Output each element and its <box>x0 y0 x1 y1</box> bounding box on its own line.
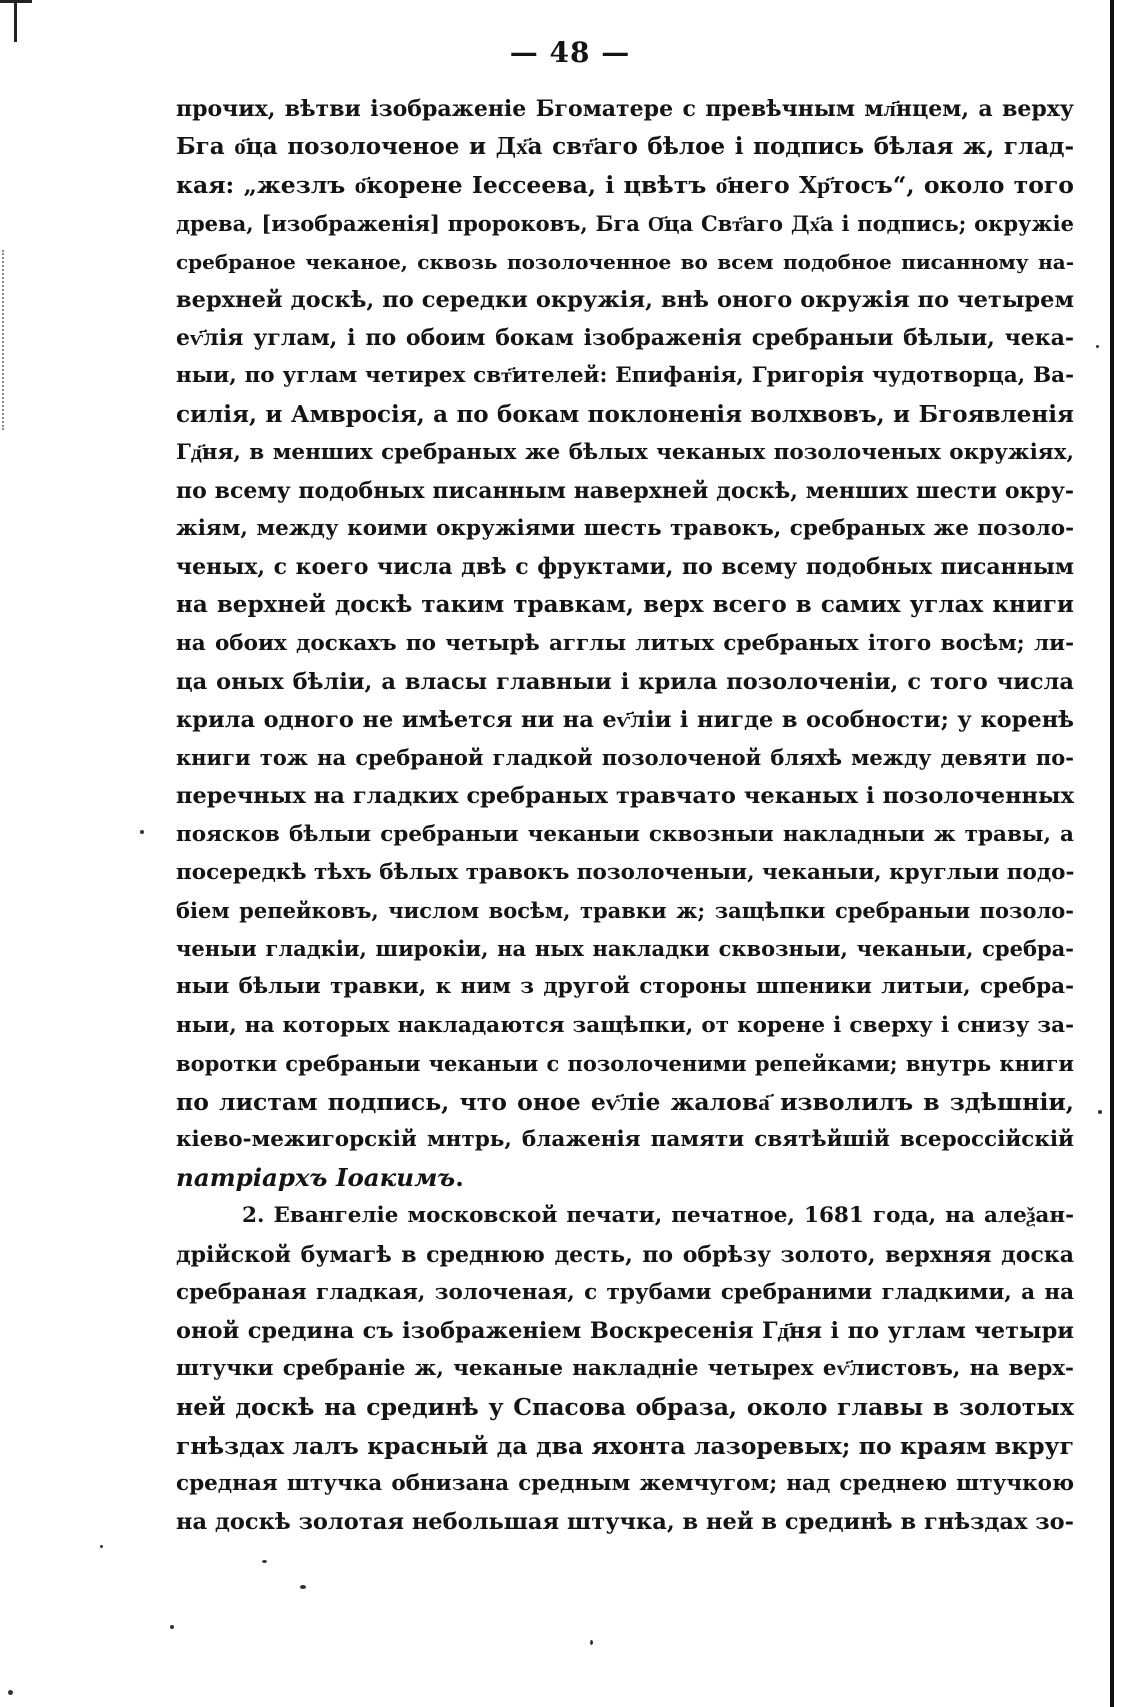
text-line-content: поясков бѣлыи сребраныи чеканыи сквозныи накладныи ж травы, а <box>176 821 1074 847</box>
text-line-content: прочих, вѣтви ізображеніе Бгоматере с превѣчным мл҃нцем, а верху <box>176 96 1074 122</box>
text-line <box>176 1083 1074 1121</box>
text-line <box>176 1159 1074 1197</box>
text-line <box>176 396 1074 434</box>
text-line <box>176 1007 1074 1045</box>
text-line-content: по всему подобных писанным наверхней доскѣ, менших шести окру- <box>176 477 1074 504</box>
text-line-content: сребраное чеканое, сквозь позолоченное во всем подобное писанному на- <box>176 249 1074 274</box>
text-line <box>176 434 1074 472</box>
scan-speck <box>262 1560 267 1563</box>
text-line <box>176 968 1074 1006</box>
text-line-content: верхней доскѣ, по середки окружія, внѣ оного окружія по четырем <box>176 286 1074 313</box>
text-line <box>176 930 1074 968</box>
text-line-content: на доскѣ золотая небольшая штучка, в ней в срединѣ в гнѣздах зо- <box>176 1508 1074 1535</box>
text-line-content: на обоих доскахъ по четырѣ агглы литых сребраных ітого восѣм; ли- <box>176 630 1074 656</box>
text-line <box>176 739 1074 777</box>
text-line-content: ней доскѣ на срединѣ у Спасова образа, около главы в золотых <box>176 1393 1074 1422</box>
scan-speck <box>8 1690 13 1695</box>
text-line <box>176 1503 1074 1541</box>
text-line <box>176 90 1074 128</box>
text-line <box>176 472 1074 510</box>
text-line <box>176 510 1074 548</box>
text-line-content: ныи, на которых накладаются защѣпки, от корене і сверху і снизу за- <box>176 1012 1074 1038</box>
text-line <box>176 1388 1074 1426</box>
text-line-content: оной средина съ ізображеніем Воскресенія Гд҃ня і по углам четыри <box>176 1318 1074 1344</box>
text-line-content: ныи, по углам четирех свт҃ителей: Епифанія, Григорія чудотворца, Ва- <box>176 363 1074 389</box>
text-line <box>176 625 1074 663</box>
text-line-content: ца оных бѣліи, а власы главныи і крила позолоченіи, с того числа <box>176 668 1074 695</box>
text-line <box>176 1121 1074 1159</box>
text-line-content: перечных на гладких сребраных травчато чеканых і позолоченных <box>176 783 1074 810</box>
scan-edge-right <box>1110 0 1114 1707</box>
text-line <box>176 166 1074 204</box>
text-line <box>176 1427 1074 1465</box>
paragraph <box>176 90 1074 1159</box>
text-line-content: 2. Евангеліе московской печати, печатное, 1681 года, на алеѯан- <box>242 1203 1074 1229</box>
text-line <box>176 663 1074 701</box>
text-line <box>176 854 1074 892</box>
text-line-content: сребраная гладкая, золоченая, с трубами сребраними гладкими, а на <box>176 1279 1074 1305</box>
text-line-content: ныи бѣлыи травки, к ним з другой стороны шпеники литыи, сребра- <box>176 974 1074 1000</box>
italic-name: патріархъ Іоакимъ <box>176 1163 456 1193</box>
text-line-content: ченых, с коего числа двѣ с фруктами, по всему подобных писанным <box>176 554 1074 581</box>
text-line-content: посередкѣ тѣхъ бѣлых травокъ позолоченыи, чеканыи, круглыи подо- <box>176 859 1074 885</box>
text-line-content: еѵ҃лія углам, і по обоим бокам ізображенія сребраныи бѣлыи, чека- <box>176 325 1074 352</box>
text-line-content: крила одного не имѣется ни на еѵ҃ліи і нигде в особности; у коренѣ <box>176 707 1074 733</box>
text-line <box>176 1045 1074 1083</box>
punctuation: . <box>455 1163 464 1193</box>
text-line <box>176 243 1074 281</box>
text-line <box>176 1274 1074 1312</box>
text-line <box>176 205 1074 243</box>
text-line-content: Гд҃ня, в менших сребраных же бѣлых чеканых позолоченых окружіях, <box>176 439 1074 465</box>
text-line <box>176 1197 1074 1235</box>
text-line <box>176 548 1074 586</box>
scan-speck <box>590 1640 593 1645</box>
paragraph <box>176 1197 1074 1541</box>
text-line-content: силія, и Амвросія, а по бокам поклоненія волхвовъ, и Бгоявленія <box>176 400 1074 428</box>
text-line <box>176 701 1074 739</box>
scan-edge-dots <box>2 250 6 430</box>
page-number: — 48 — <box>509 36 631 69</box>
text-line <box>176 586 1074 624</box>
text-line-content: кая: „жезлъ о҃корене Іессеева, і цвѣтъ о҃него Хр҃тосъ“, около того <box>176 171 1074 200</box>
text-line <box>176 892 1074 930</box>
text-line <box>176 319 1074 357</box>
text-line-content: на верхней доскѣ таким травкам, верх всего в самих углах книги <box>176 591 1074 619</box>
scan-speck <box>300 1585 306 1589</box>
text-line <box>176 281 1074 319</box>
text-line-content: по листам подпись, что оное еѵ҃ліе жалова҃ изволилъ в здѣшніи, <box>176 1087 1074 1116</box>
text-line-content: гнѣздах лалъ красный да два яхонта лазоревых; по краям вкруг <box>176 1431 1074 1460</box>
scan-speck <box>100 1545 103 1548</box>
text-line <box>176 777 1074 815</box>
text-line-content: средная штучка обнизана средным жемчугом; над среднею штучкою <box>176 1470 1074 1496</box>
text-line-content: книги тож на сребраной гладкой позолоченой бляхѣ между девяти по- <box>176 745 1074 771</box>
scan-speck <box>1096 345 1099 348</box>
text-line <box>176 357 1074 395</box>
scan-speck <box>140 830 144 834</box>
text-line-content: ченыи гладкіи, широкіи, на ных накладки сквозныи, чеканыи, сребра- <box>176 936 1074 962</box>
text-line-content: біем репейковъ, числом восѣм, травки ж; защѣпки сребраныи позоло- <box>176 897 1074 923</box>
text-line <box>176 1236 1074 1274</box>
text-line <box>176 128 1074 166</box>
text-line <box>176 1312 1074 1350</box>
text-line-content: Бга о҃ца позолоченое и Дх҃а свт҃аго бѣлое і подпись бѣлая ж, глад- <box>176 133 1074 161</box>
text-line <box>176 1350 1074 1388</box>
body-text <box>176 90 1074 1541</box>
text-line-content: штучки сребраніе ж, чеканые накладніе четырех еѵ҃листовъ, на верх- <box>176 1356 1074 1382</box>
text-line-content: жіям, между коими окружіями шесть травокъ, сребраных же позоло- <box>176 516 1074 542</box>
scan-speck <box>170 1625 174 1629</box>
text-line-content: древа, [изображенія] пророковъ, Бга О҃ца Свт҃аго Дх҃а і подпись; окружіе <box>176 210 1074 236</box>
text-line <box>176 816 1074 854</box>
scan-speck <box>1098 1110 1102 1114</box>
text-line <box>176 1465 1074 1503</box>
text-line-content: дрійской бумагѣ в среднюю десть, по обрѣзу золото, верхняя доска <box>176 1241 1074 1268</box>
text-line-content: воротки сребраныи чеканыи с позолоченими репейками; внутрь книги <box>176 1050 1074 1076</box>
text-line-content: кіево-межигорскій мнтрь, блаженія памяти святѣйшій всероссійскій <box>176 1127 1074 1153</box>
